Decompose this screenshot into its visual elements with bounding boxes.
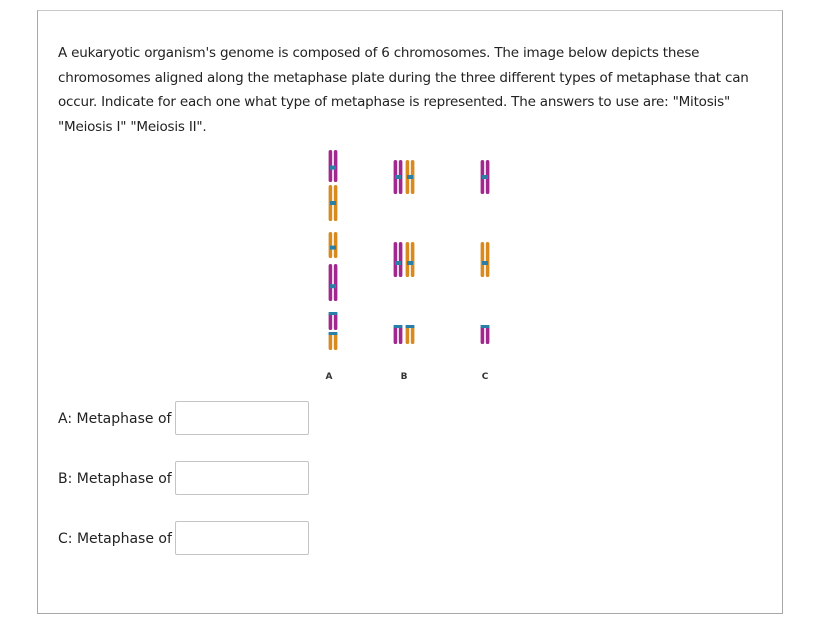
chromosome [481,325,490,344]
chromosome [481,242,490,277]
chromosome [406,242,415,277]
figure-label-a: A [325,372,333,382]
chromosome [329,185,338,221]
chromosome [329,264,338,301]
answer-label-c: C: Metaphase of [58,531,172,547]
chromosome [481,160,490,194]
chromosome [394,242,403,277]
figure-label-c: C [481,372,489,382]
chromosome [329,332,338,350]
answer-input-b[interactable] [175,461,309,495]
figure-label-b: B [400,372,408,382]
chromosome [329,150,338,182]
answer-label-a: A: Metaphase of [58,411,172,427]
chromosome [406,325,415,344]
answer-input-c[interactable] [175,521,309,555]
answer-input-a[interactable] [175,401,309,435]
chromosome [406,160,415,194]
chromosome [394,325,403,344]
chromosome-figure [300,140,520,390]
chromosome [394,160,403,194]
question-text: A eukaryotic organism's genome is composed of 6 chromosomes. The image below depicts these chromosomes aligned along the metaphase plate during the three different types of metaphase that can occur. Indicate for each one what type of metaphase is represented. The answers to use are: "Mitosis" "Meiosis I" "Meiosis II". [58,45,749,135]
answer-label-b: B: Metaphase of [58,471,172,487]
chromosome [329,312,338,330]
chromosome [329,232,338,258]
